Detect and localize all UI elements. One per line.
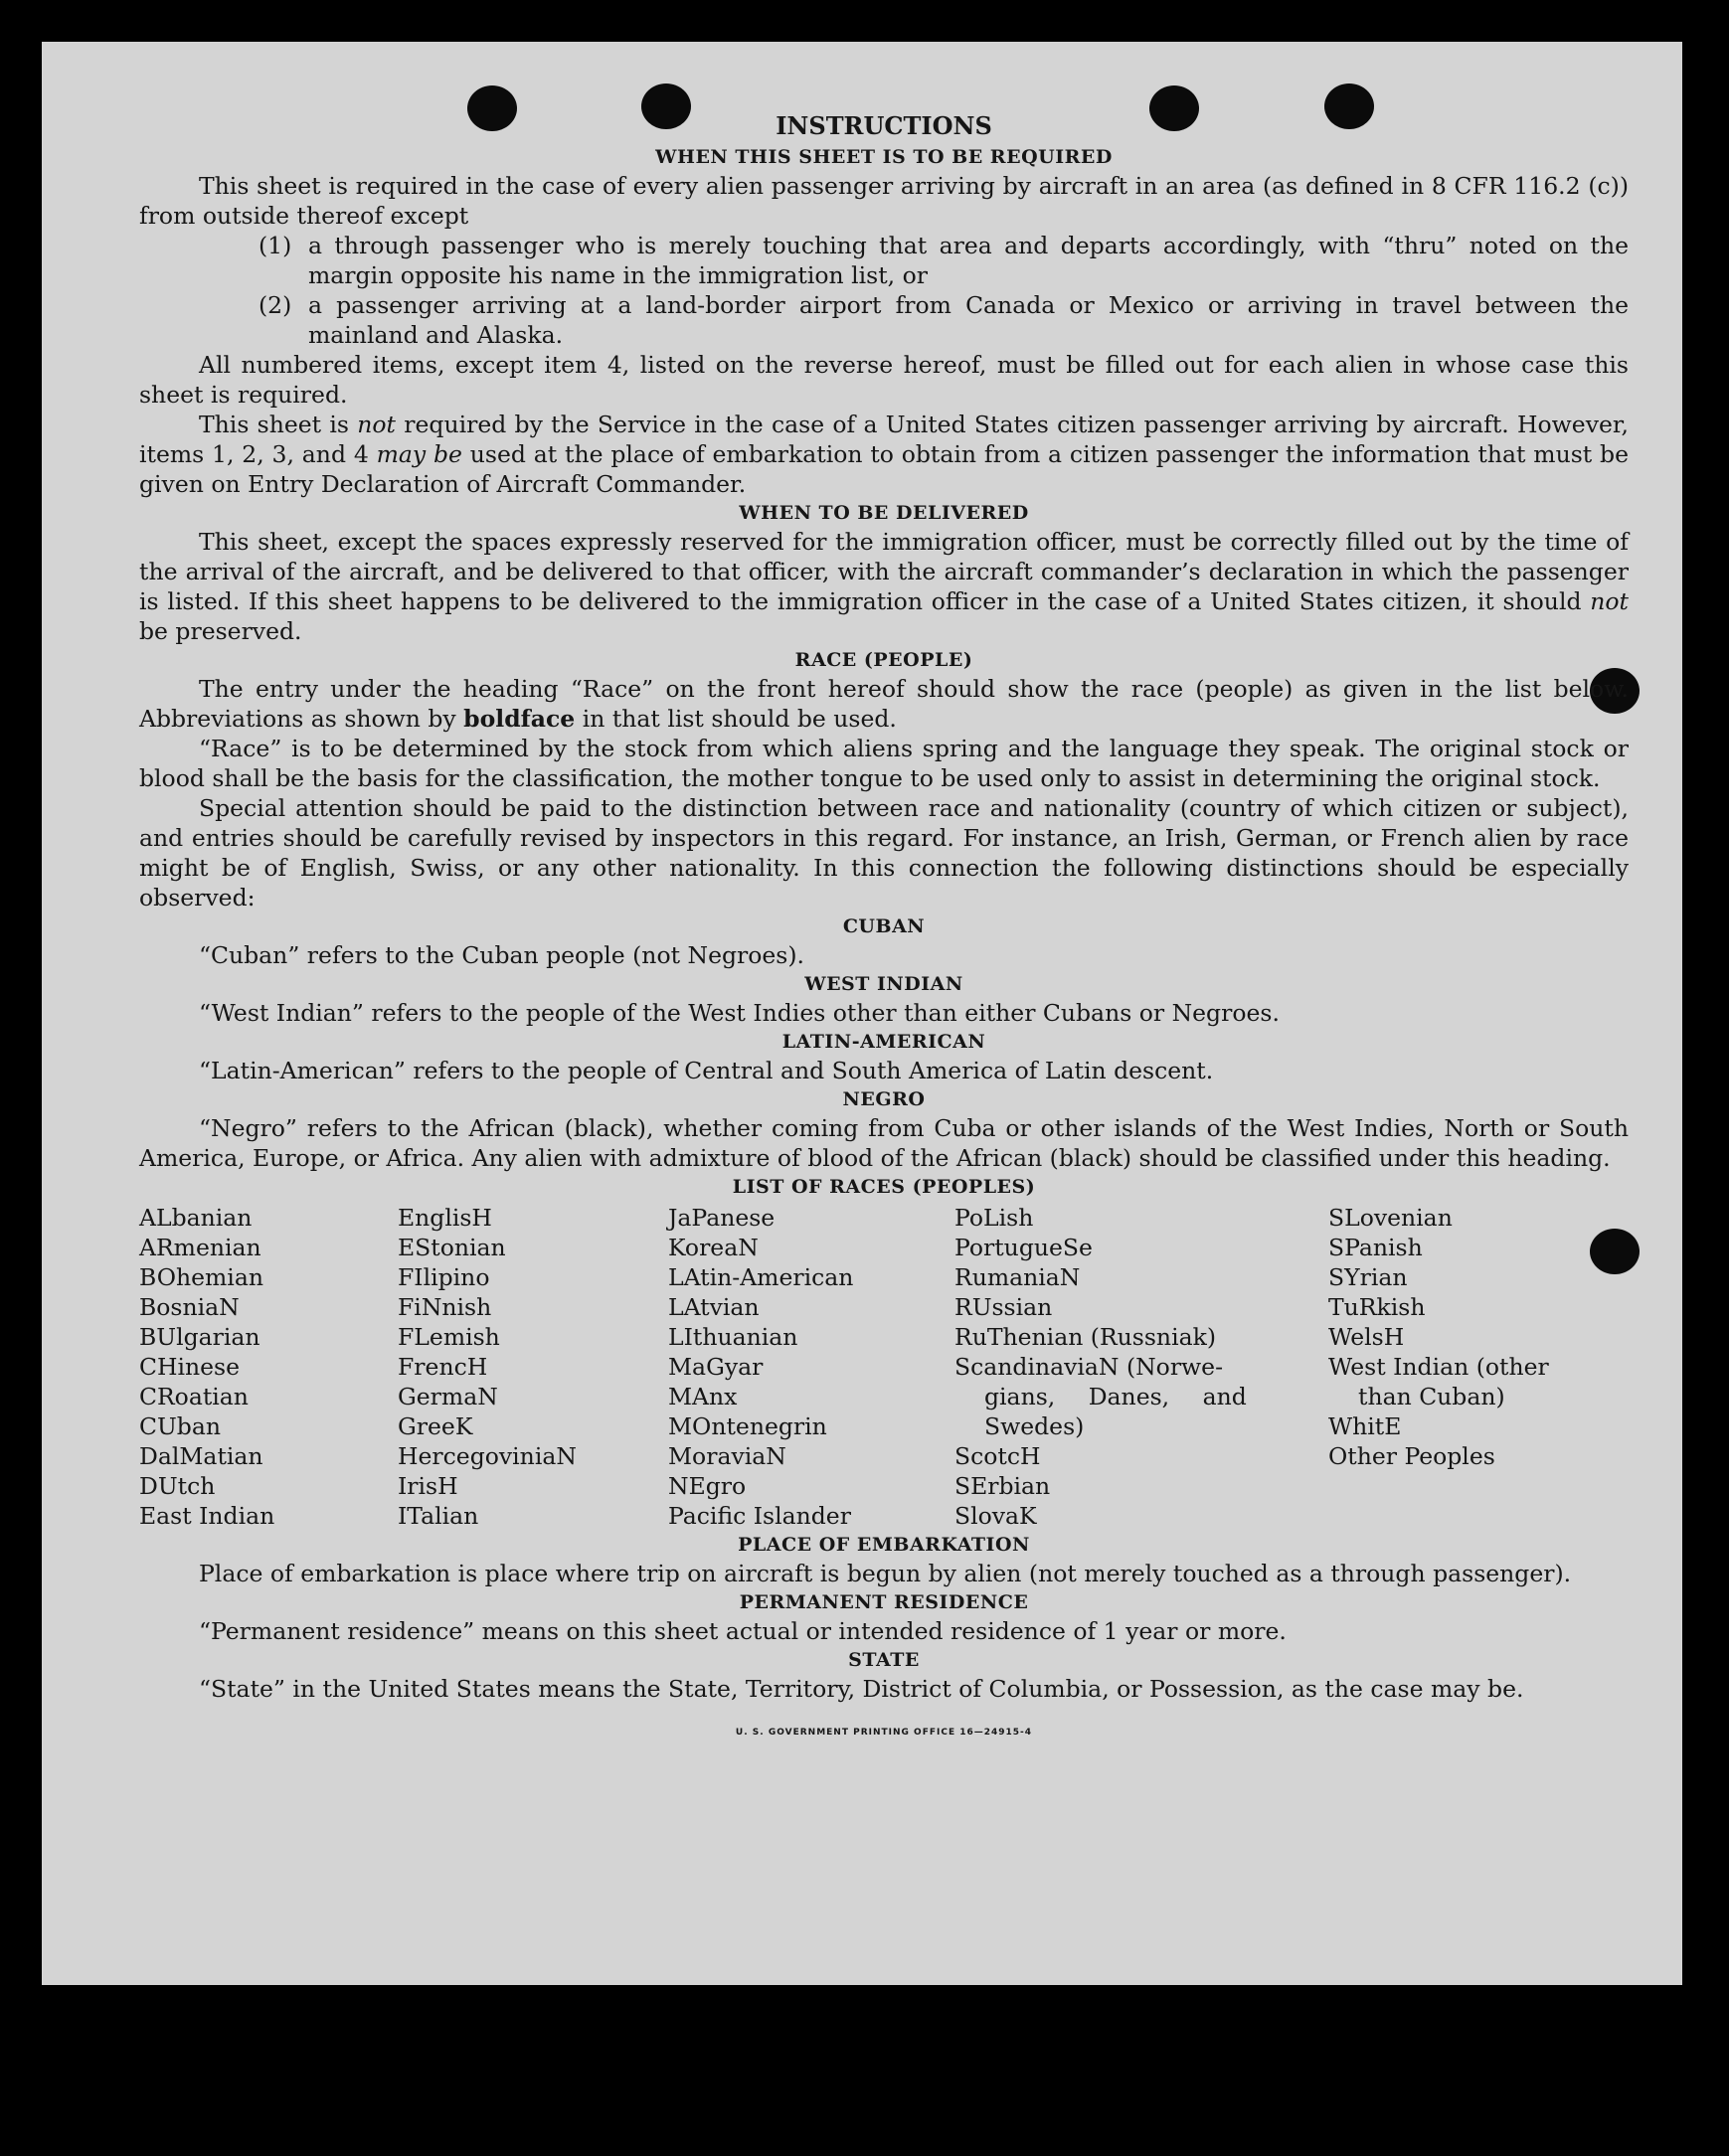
paragraph: “Permanent residence” means on this sheet actual or intended residence of 1 year or more.	[199, 1617, 1287, 1645]
text-run: This sheet is	[199, 411, 358, 438]
list-item: LAtin-American	[668, 1263, 854, 1291]
races-column	[398, 1203, 668, 1531]
heading-permanent-residence: PERMANENT RESIDENCE	[739, 1591, 1029, 1613]
list-item: SLovenian	[1328, 1204, 1453, 1232]
list-item: BOhemian	[139, 1263, 263, 1291]
printer-imprint: U. S. GOVERNMENT PRINTING OFFICE 16—24915‑4	[735, 1728, 1033, 1738]
paragraph: “Latin-American” refers to the people of Central and South America of Latin descent.	[199, 1057, 1214, 1084]
paragraph: “West Indian” refers to the people of the West Indies other than either Cubans or Negroes.	[199, 999, 1280, 1027]
list-item: MaGyar	[668, 1353, 764, 1381]
list-item: East Indian	[139, 1502, 275, 1530]
heading-cuban: CUBAN	[842, 915, 926, 937]
list-item: BosniaN	[139, 1293, 240, 1321]
list-item	[139, 231, 1629, 290]
paragraph: “Cuban” refers to the Cuban people (not Negroes).	[199, 941, 805, 969]
list-item: CRoatian	[139, 1383, 249, 1410]
text-run: This sheet, except the spaces expressly reserved for the immigration officer, must be correctly filled out by the time of the arrival of the aircraft, and be delivered to that officer, with the aircraft commander’s declaration in which the passenger is listed. If this sheet happens to be delivered to the immigration officer in the case of a United States citizen, it should	[139, 528, 1629, 615]
list-item: BUlgarian	[139, 1323, 260, 1351]
list-item: SlovaK	[954, 1502, 1037, 1530]
item-text: a passenger arriving at a land-border airport from Canada or Mexico or arriving in travel between the mainland and Alaska.	[308, 291, 1629, 349]
heading-state: STATE	[848, 1649, 920, 1671]
bold-text: boldface	[463, 705, 576, 733]
list-item: CUban	[139, 1412, 221, 1440]
list-item	[139, 290, 1629, 350]
item-number: (1)	[259, 232, 292, 259]
text-run: required by the Service in the case of a United States citizen passenger arriving by aircraft. However, items 1, 2, 3, and 4	[139, 411, 1629, 468]
list-item: FrencH	[398, 1353, 488, 1381]
list-item: GermaN	[398, 1383, 498, 1410]
list-item: DUtch	[139, 1472, 216, 1500]
paragraph: “Negro” refers to the African (black), whether coming from Cuba or other islands of the West Indies, North or South America, Europe, or Africa. Any alien with admixture of blood of the African (black) should be classified under this heading.	[139, 1114, 1629, 1172]
emphasis-text: not	[357, 411, 396, 438]
paragraph	[139, 410, 1629, 499]
list-item: CHinese	[139, 1353, 240, 1381]
list-item: FIlipino	[398, 1263, 490, 1291]
page-title: INSTRUCTIONS	[776, 111, 992, 140]
list-item: ScotcH	[954, 1442, 1041, 1470]
heading-when-delivered: WHEN TO BE DELIVERED	[739, 502, 1029, 524]
list-item: WelsH	[1328, 1323, 1405, 1351]
list-item: Pacific Islander	[668, 1502, 851, 1530]
paragraph: Place of embarkation is place where trip on aircraft is begun by alien (not merely touched as a through passenger).	[199, 1560, 1572, 1587]
races-column	[139, 1203, 398, 1531]
list-item: gians, Danes, and	[984, 1383, 1247, 1410]
list-item: ALbanian	[139, 1204, 253, 1232]
list-item: MOntenegrin	[668, 1412, 827, 1440]
list-item: EStonian	[398, 1234, 506, 1261]
list-item: PortugueSe	[954, 1234, 1093, 1261]
item-text: a through passenger who is merely touching that area and departs accordingly, with “thru” noted on the margin opposite his name in the immigration list, or	[308, 232, 1629, 289]
text-run: The entry under the heading “Race” on the front hereof should show the race (people) as given in the list below. Abbreviations as shown by	[139, 675, 1629, 733]
emphasis-text: may be	[376, 440, 462, 468]
list-item: NEgro	[668, 1472, 747, 1500]
list-item: ARmenian	[139, 1234, 261, 1261]
list-item: MoraviaN	[668, 1442, 786, 1470]
list-item: MAnx	[668, 1383, 738, 1410]
list-item: RuThenian (Russniak)	[954, 1323, 1216, 1351]
list-item: LIthuanian	[668, 1323, 798, 1351]
list-item: RUssian	[954, 1293, 1053, 1321]
heading-negro: NEGRO	[842, 1088, 926, 1110]
list-item: HercegoviniaN	[398, 1442, 577, 1470]
text-run: be preserved.	[139, 617, 302, 645]
heading-when-required: WHEN THIS SHEET IS TO BE REQUIRED	[655, 146, 1113, 168]
paragraph: “Race” is to be determined by the stock from which aliens spring and the language they speak. The original stock or blood shall be the basis for the classification, the mother tongue to be used only to assist in determining the original stock.	[139, 735, 1629, 792]
list-item: EnglisH	[398, 1204, 492, 1232]
paragraph	[139, 674, 1629, 734]
races-list	[139, 1203, 1629, 1531]
list-item: TuRkish	[1328, 1293, 1426, 1321]
list-item: SPanish	[1328, 1234, 1423, 1261]
list-item: DalMatian	[139, 1442, 263, 1470]
list-item: KoreaN	[668, 1234, 759, 1261]
list-item: FiNnish	[398, 1293, 492, 1321]
heading-list-of-races: LIST OF RACES (PEOPLES)	[732, 1176, 1036, 1198]
races-column	[954, 1203, 1328, 1531]
list-item: Swedes)	[984, 1412, 1085, 1440]
list-item: SYrian	[1328, 1263, 1408, 1291]
paragraph: This sheet is required in the case of every alien passenger arriving by aircraft in an area (as defined in 8 CFR 116.2 (c)) from outside thereof except	[139, 172, 1629, 230]
list-item: JaPanese	[668, 1204, 776, 1232]
list-item: Other Peoples	[1328, 1442, 1495, 1470]
paragraph: All numbered items, except item 4, listed on the reverse hereof, must be filled out for each alien in whose case this sheet is required.	[139, 351, 1629, 409]
text-run: in that list should be used.	[575, 705, 897, 733]
races-column	[1328, 1203, 1617, 1531]
item-number: (2)	[259, 291, 292, 319]
paragraph: Special attention should be paid to the distinction between race and nationality (country of which citizen or subject), and entries should be carefully revised by inspectors in this regard. For instance, an Irish, German, or French alien by race might be of English, Swiss, or any other nationality. In this connection the following distinctions should be especially observed:	[139, 794, 1629, 912]
list-item: LAtvian	[668, 1293, 760, 1321]
list-item: than Cuban)	[1358, 1383, 1505, 1410]
paragraph: “State” in the United States means the State, Territory, District of Columbia, or Possession, as the case may be.	[199, 1675, 1524, 1703]
heading-race: RACE (PEOPLE)	[794, 649, 973, 671]
list-item: FLemish	[398, 1323, 500, 1351]
heading-latin-american: LATIN-AMERICAN	[781, 1031, 986, 1053]
heading-west-indian: WEST INDIAN	[804, 973, 963, 995]
list-item: West Indian (other	[1328, 1353, 1549, 1381]
races-column	[668, 1203, 954, 1531]
list-item: IrisH	[398, 1472, 458, 1500]
instructions-text	[139, 107, 1629, 1747]
heading-embarkation: PLACE OF EMBARKATION	[738, 1534, 1030, 1556]
list-item: WhitE	[1328, 1412, 1402, 1440]
list-item: ScandinaviaN (Norwe-	[954, 1353, 1224, 1381]
emphasis-text: not	[1590, 587, 1629, 615]
paragraph	[139, 527, 1629, 646]
text-run: used at the place of embarkation to obtain from a citizen passenger the information that must be given on Entry Declaration of Aircraft Commander.	[139, 440, 1629, 498]
list-item: ITalian	[398, 1502, 479, 1530]
list-item: GreeK	[398, 1412, 473, 1440]
list-item: RumaniaN	[954, 1263, 1081, 1291]
list-item: PoLish	[954, 1204, 1034, 1232]
document-sheet	[42, 42, 1682, 1985]
list-item: SErbian	[954, 1472, 1051, 1500]
